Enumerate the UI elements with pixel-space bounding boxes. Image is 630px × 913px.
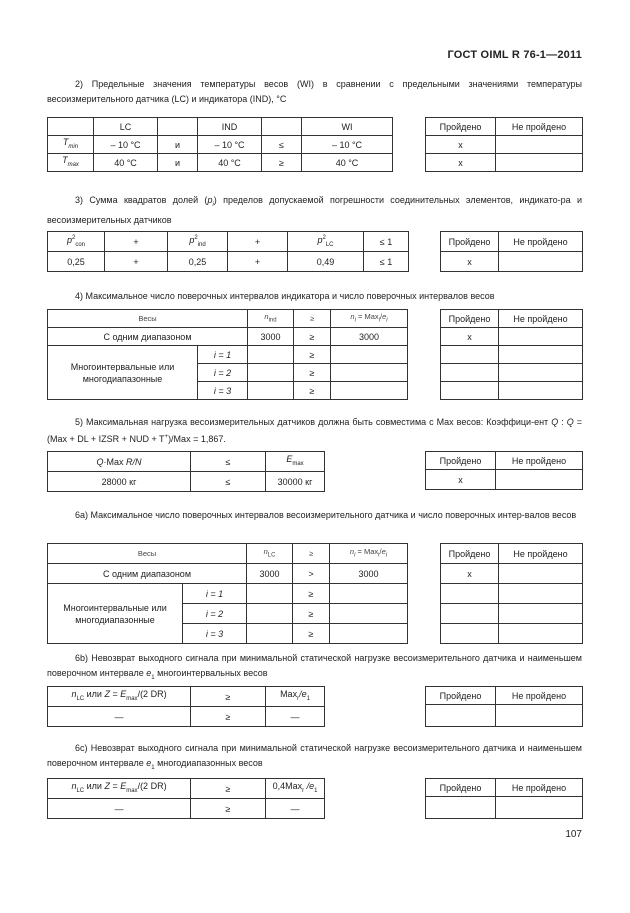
section-6a-result-table: Пройдено Не пройдено x (440, 543, 583, 644)
error-fractions-table: $p^2_{con}$ + $p^2_{ind}$ + $p^2_{LC}$ ≤ 1 0,25 + 0,25 + 0,49 ≤ 1 (47, 231, 409, 272)
return-multiinterval-table: $n_{LC}$ или $Z = E_{max}/(2$ DR) ≥ $Max_r/e_1$ — ≥ — (47, 686, 325, 727)
section-3-text: 3) Сумма квадратов долей $(p_i)$ пределов допускаемой погрешности соединительных элементов, индикато-ра и весоизмерительных датчиков (47, 195, 582, 225)
section-2-result-table: Пройдено Не пройдено x x (425, 117, 583, 172)
section-6a-text: 6а) Максимальное число поверочных интервалов весоизмерительного датчика и число поверочных интер-валов весов (75, 510, 577, 520)
section-5-text: 5) Максимальная нагрузка весоизмерительных датчиков должна быть совместима с Max весов: Коэффици-ент Q : Q = (Max + DL + IZSR + NUD + T+)/Max = 1,867. (47, 417, 582, 444)
section-6b-text: 6b) Невозврат выходного сигнала при минимальной статической нагрузке весоизмерительного датчика и наименьшем поверочном интервале $e_1$ многоинтервальных весов (47, 653, 582, 681)
section-5-result-table: Пройдено Не пройдено x (425, 451, 583, 490)
document-header: ГОСТ OIML R 76-1—2011 (447, 49, 582, 61)
section-4-text: 4) Максимальное число поверочных интервалов индикатора и число поверочных интервалов весов (75, 291, 495, 301)
section-4-result-table: Пройдено Не пройдено x (440, 309, 583, 400)
section-6b-result-table: Пройдено Не пройдено (425, 686, 583, 727)
section-6c-text: 6c) Невозврат выходного сигнала при минимальной статической нагрузке весоизмерительного датчика и наименьшем поверочном интервале $e_1$ многодиапазонных весов (47, 743, 582, 771)
indicator-intervals-table: Весы $n_{ind}$ ≥ $n_i = Max_i/e_i$ С одним диапазоном 3000 ≥ 3000 Многоинтервальные или многодиапазонные i = 1 ≥ i = 2 ≥ i = 3 ≥ (47, 309, 408, 400)
load-capacity-table: Q·Max R/N ≤ $E_{max}$ 28000 кг ≤ 30000 кг (47, 451, 325, 492)
section-2-text: 2) Предельные значения температуры весов (WI) в сравнении с предельными значениями температуры весоизмерительного датчика (LC) и индикатора (IND), °C (47, 79, 582, 104)
temperature-table: LC IND WI $T_{min}$ – 10 °C и – 10 °C ≤ – 10 °C $T_{max}$ 40 °C и 40 °C ≥ 40 °C (47, 117, 393, 172)
section-6c-result-table: Пройдено Не пройдено (425, 778, 583, 819)
loadcell-intervals-table: Весы $n_{LC}$ ≥ $n_i = Max_i/e_i$ С одним диапазоном 3000 > 3000 Многоинтервальные или многодиапазонные i = 1 ≥ i = 2 ≥ i = 3 ≥ (47, 543, 408, 644)
page-number: 107 (565, 829, 582, 840)
section-3-result-table: Пройдено Не пройдено x (440, 231, 583, 272)
return-multirange-table: $n_{LC}$ или $Z = E_{max}/(2$ DR) ≥ 0,4Max$_r$ $/e_1$ — ≥ — (47, 778, 325, 819)
